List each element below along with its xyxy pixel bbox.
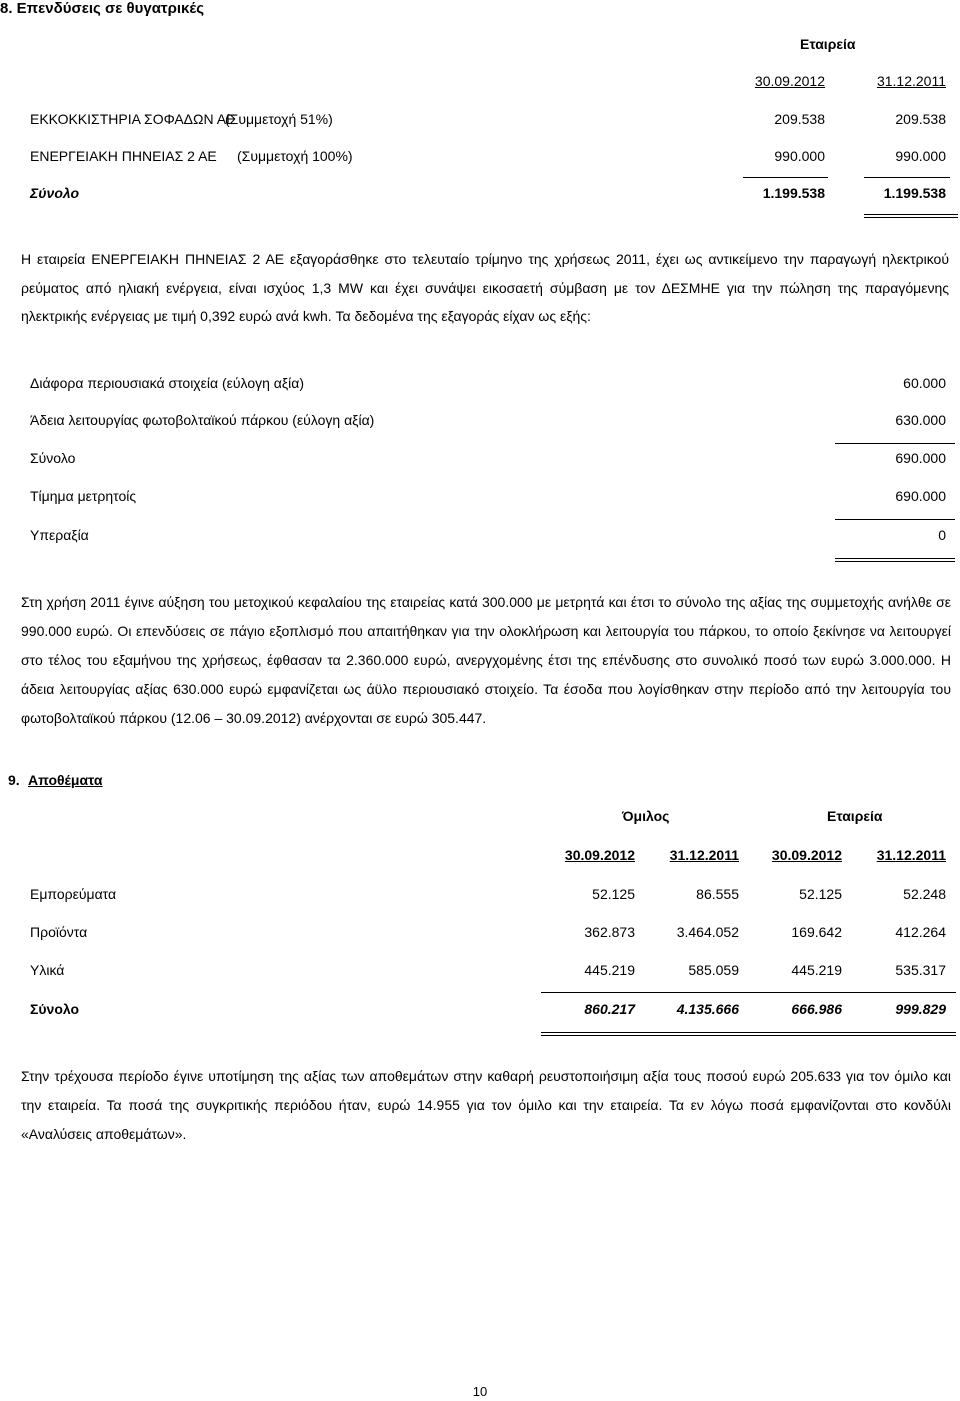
s8-date-1: 30.09.2012 <box>754 73 825 89</box>
acq-value: 630.000 <box>895 412 946 428</box>
s8-rule <box>743 177 828 178</box>
s8-rule <box>864 177 950 178</box>
s9-cell: 52.125 <box>592 886 635 902</box>
acq-label: Άδεια λειτουργίας φωτοβολταϊκού πάρκου (εύλογη αξία) <box>30 412 375 428</box>
section-8-heading: 8. Επενδύσεις σε θυγατρικές <box>0 0 204 17</box>
s9-cell: 362.873 <box>584 924 635 940</box>
s9-cell: 445.219 <box>584 962 635 978</box>
s9-cell: 445.219 <box>791 962 842 978</box>
s9-total-cell: 666.986 <box>791 1001 842 1017</box>
s8-row-value-1: 209.538 <box>774 111 825 127</box>
s9-total-cell: 4.135.666 <box>676 1001 739 1017</box>
s9-cell: 412.264 <box>895 924 946 940</box>
acq-value: 0 <box>938 527 946 543</box>
s9-group-header: Όμιλος <box>622 808 670 824</box>
acq-value: 690.000 <box>895 488 946 504</box>
s9-row-label: Προϊόντα <box>30 924 88 940</box>
s9-date: 31.12.2011 <box>876 847 946 863</box>
acq-value: 690.000 <box>895 450 946 466</box>
acq-label: Τίμημα μετρητοίς <box>30 488 137 504</box>
s8-paragraph: Η εταιρεία ΕΝΕΡΓΕΙΑΚΗ ΠΗΝΕΙΑΣ 2 ΑΕ εξαγοράσθηκε στο τελευταίο τρίμηνο της χρήσεως 2011, έχει ως αντικείμενο την παραγωγή ηλεκτρικού ρεύματος από ηλιακή ενέργεια, είναι ισχύος 1,3 MW και έχει συνάψει εικοσαετή σύμβαση με τον ΔΕΣΜΗΕ για την πώληση της παραγόμενης ηλεκτρικής ενέργειας με τιμή 0,392 ευρώ ανά kwh. Τα δεδομένα της εξαγοράς είχαν ως εξής: <box>21 251 949 324</box>
s8-date-2: 31.12.2011 <box>876 73 946 89</box>
page-number: 10 <box>472 1384 488 1399</box>
s9-cell: 52.248 <box>903 886 946 902</box>
s9-cell: 169.642 <box>791 924 842 940</box>
s8-row-share: (Συμμετοχή 51%) <box>225 111 333 127</box>
s8-row-name: ΕΝΕΡΓΕΙΑΚΗ ΠΗΝΕΙΑΣ 2 ΑΕ <box>30 148 217 164</box>
s8-row-value-1: 990.000 <box>774 148 825 164</box>
s8-double-rule <box>864 214 958 218</box>
s8-row-share: (Συμμετοχή 100%) <box>237 148 353 164</box>
acq-rule <box>835 443 955 444</box>
s9-row-label: Εμπορεύματα <box>30 886 117 902</box>
acq-double-rule <box>835 558 955 562</box>
s8-total-label: Σύνολο <box>30 185 80 201</box>
s9-cell: 585.059 <box>688 962 739 978</box>
s9-cell: 535.317 <box>895 962 946 978</box>
s9-date: 30.09.2012 <box>771 847 842 863</box>
acq-label: Σύνολο <box>30 450 76 466</box>
s9-title: Αποθέματα <box>28 772 103 788</box>
acq-value: 60.000 <box>903 375 946 391</box>
s8-company-header: Εταιρεία <box>800 36 856 52</box>
s9-cell: 52.125 <box>799 886 842 902</box>
acq-label: Διάφορα περιουσιακά στοιχεία (εύλογη αξία) <box>30 375 305 391</box>
s8-row-value-2: 209.538 <box>895 111 946 127</box>
s9-number: 9. <box>8 772 20 788</box>
s9-cell: 86.555 <box>696 886 739 902</box>
s8-total-value-2: 1.199.538 <box>883 185 946 201</box>
s9-rule <box>541 992 956 993</box>
s9-cell: 3.464.052 <box>676 924 739 940</box>
s8-total-value-1: 1.199.538 <box>762 185 825 201</box>
acq-label: Υπεραξία <box>30 527 89 543</box>
s9-total-cell: 860.217 <box>584 1001 635 1017</box>
s9-total-cell: 999.829 <box>895 1001 946 1017</box>
s9-date: 31.12.2011 <box>669 847 739 863</box>
s9-row-label: Υλικά <box>30 962 65 978</box>
s9-double-rule <box>541 1032 956 1036</box>
s9-company-header: Εταιρεία <box>827 808 883 824</box>
s9-total-label: Σύνολο <box>30 1001 80 1017</box>
s8-row-name: ΕΚΚΟΚΚΙΣΤΗΡΙΑ ΣΟΦΑΔΩΝ ΑΕ <box>30 111 236 127</box>
s9-paragraph: Στην τρέχουσα περίοδο έγινε υποτίμηση της αξίας των αποθεμάτων στην καθαρή ρευστοποιήσιμη αξία τους ποσού ευρώ 205.633 για τον όμιλο και την εταιρεία. Τα ποσά της συγκριτικής περιόδου ήταν, ευρώ 14.955 για τον όμιλο και την εταιρεία. Τα εν λόγω ποσά εμφανίζονται στο κονδύλι «Αναλύσεις αποθεμάτων». <box>21 1068 951 1142</box>
s8-row-value-2: 990.000 <box>895 148 946 164</box>
s9-date: 30.09.2012 <box>564 847 635 863</box>
acq-rule <box>835 519 955 520</box>
s8-paragraph-2: Στη χρήση 2011 έγινε αύξηση του μετοχικού κεφαλαίου της εταιρείας κατά 300.000 με μετρητά και έτσι το σύνολο της αξίας της συμμετοχής ανήλθε σε 990.000 ευρώ. Οι επενδύσεις σε πάγιο εξοπλισμό που απαιτήθηκαν για την ολοκλήρωση και λειτουργία του πάρκου, το οποίο ξεκίνησε να λειτουργεί στο τέλος του εξαμήνου της χρήσεως, έφθασαν τα 2.360.000 ευρώ, ανεργχομένης έτσι της επένδυσης στο συνολικό ποσό των ευρώ 3.000.000. Η άδεια λειτουργίας αξίας 630.000 ευρώ εμφανίζεται ως άϋλο περιουσιακό στοιχείο. Τα έσοδα που λογίσθηκαν στην περίοδο από την λειτουργία του φωτοβολταϊκού πάρκου (12.06 – 30.09.2012) ανέρχονται σε ευρώ 305.447. <box>21 594 951 726</box>
